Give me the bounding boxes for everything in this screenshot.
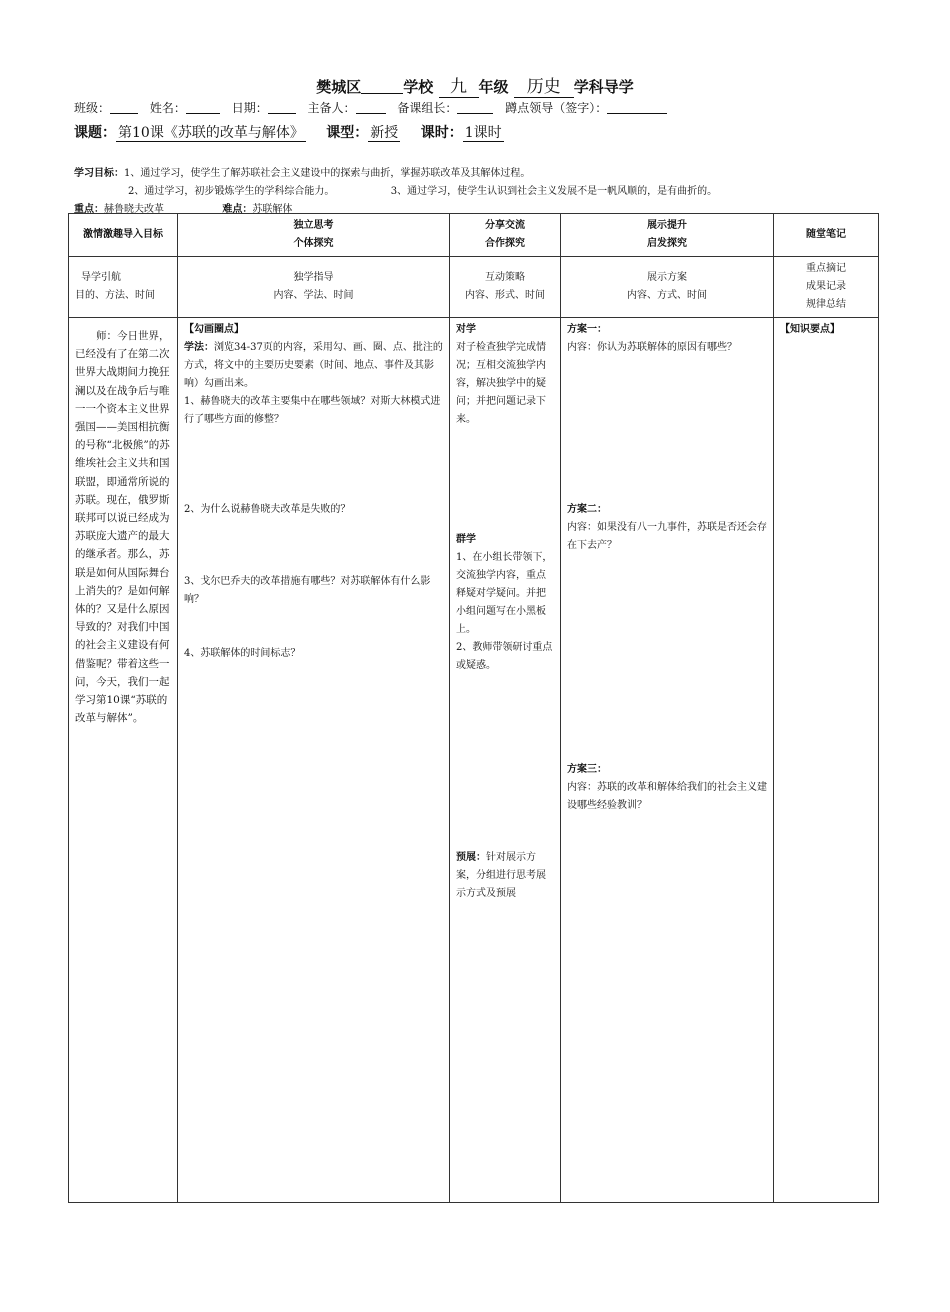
header-intro: 激情激趣导入目标: [69, 214, 178, 257]
sub-independent: 独学指导 内容、学法、时间: [178, 257, 450, 318]
supervisor-field: [607, 101, 667, 114]
sub-intro: 导学引航 目的、方法、时间: [69, 257, 178, 318]
plan2-text: 内容：如果没有八一九事件，苏联是否还会存在下去产？: [567, 522, 767, 551]
info-line: [74, 99, 950, 116]
intro-cell: [69, 318, 178, 1203]
plan2-label: 方案二：: [567, 504, 607, 515]
plan1-text: 内容：你认为苏联解体的原因有哪些？: [567, 342, 737, 353]
hours-label: 课时：: [420, 125, 463, 141]
date-label: 日期：: [231, 101, 268, 115]
study-cell: [178, 318, 450, 1203]
topic-line: [74, 122, 950, 142]
topic-label: 课题：: [74, 125, 116, 141]
table-header-row: [69, 214, 879, 257]
group-leader-field: [457, 101, 493, 114]
topic-value: 第10课《苏联的改革与解体》: [118, 125, 304, 141]
lesson-table: [68, 213, 879, 1203]
district: 樊城区: [316, 78, 362, 96]
study-q3: 3、戈尔巴乔夫的改革措施有哪些？对苏联解体有什么影响？: [184, 576, 431, 605]
sub-notes: 重点摘记 成果记录 规律总结: [774, 257, 879, 318]
study-q2: 2、为什么说赫鲁晓夫改革是失败的？: [184, 504, 351, 515]
key-value: 赫鲁晓夫改革: [104, 204, 164, 215]
header-share: 分享交流 合作探究: [450, 214, 561, 257]
study-q1: 1、赫鲁晓夫的改革主要集中在哪些领域？对斯大林模式进行了哪些方面的修整？: [184, 396, 441, 425]
plan-cell: [561, 318, 774, 1203]
sub-display: 展示方案 内容、方式、时间: [561, 257, 774, 318]
grade-value: 九: [439, 72, 479, 98]
supervisor-label: 蹲点领导（签字）：: [505, 101, 608, 115]
sub-share: 互动策略 内容、形式、时间: [450, 257, 561, 318]
header-notes: 随堂笔记: [774, 214, 879, 257]
date-field: [268, 101, 296, 114]
group-leader-label: 备课组长：: [397, 101, 458, 115]
pair-text: 对子检查独学完成情况；互相交流独学内容，解决独学中的疑问；并把问题记录下来。: [456, 342, 546, 425]
header-display: 展示提升 启发探究: [561, 214, 774, 257]
goal-line-1: [74, 164, 950, 179]
difficulty-label: 难点：: [222, 204, 253, 215]
study-title: 【勾画圈点】: [184, 324, 244, 335]
goal-2: 2、通过学习，初步锻炼学生的学科综合能力。: [128, 186, 335, 197]
title-suffix: 学科导学: [573, 78, 634, 96]
difficulty-value: 苏联解体: [252, 204, 293, 215]
class-field: [110, 101, 138, 114]
interact-cell: [450, 318, 561, 1203]
table-subheader-row: [69, 257, 879, 318]
group-text-1: 1、在小组长带领下，交流独学内容，重点释疑对学疑问。并把小组问题写在小黑板上。: [456, 552, 553, 635]
subject-value: 历史: [514, 72, 574, 98]
school-blank: [361, 79, 403, 94]
preview: 预展：针对展示方案，分组进行思考展示方式及预展: [456, 852, 546, 899]
pair-label: 对学: [456, 324, 476, 335]
goal-3: 3、通过学习，使学生认识到社会主义发展不是一帆风顺的，是有曲折的。: [390, 186, 718, 197]
plan1-label: 方案一：: [567, 324, 607, 335]
type-label: 课型：: [326, 125, 369, 141]
notes-title: 【知识要点】: [780, 324, 840, 335]
header-independent: 独立思考 个体探究: [178, 214, 450, 257]
study-method: 学法：浏览34-37页的内容，采用勾、画、圈、点、批注的方式，将文中的主要历史要素（时间、地点、事件及其影响）勾画出来。: [184, 342, 443, 389]
page-title: [0, 72, 950, 98]
type-value: 新授: [370, 125, 399, 141]
preparer-field: [356, 101, 386, 114]
name-label: 姓名：: [149, 101, 186, 115]
grade-label: 年级: [478, 78, 509, 96]
goal-1: 1、通过学习，使学生了解苏联社会主义建设中的探索与曲折，掌握苏联改革及其解体过程。: [124, 168, 531, 179]
group-text-2: 2、教师带领研讨重点或疑惑。: [456, 642, 553, 671]
preparer-label: 主备人：: [307, 101, 356, 115]
goal-label: 学习目标：: [74, 168, 124, 179]
plan3-label: 方案三：: [567, 764, 607, 775]
key-label: 重点：: [74, 204, 104, 215]
name-field: [186, 101, 220, 114]
goal-line-2: [128, 182, 950, 197]
study-q4: 4、苏联解体的时间标志？: [184, 648, 301, 659]
intro-text: 师：今日世界，已经没有了在第二次世界大战期间力挽狂澜以及在战争后与唯一一个资本主义世界强国——美国相抗衡的号称“北极熊”的苏维埃社会主义共和国联盟，即通常所说的苏联。现在，俄罗斯联邦可以说已经成为苏联庞大遗产的最大的继承者。那么，苏联是如何从国际舞台上消失的？是如何解体的？又是什么原因导致的？对我们中国的社会主义建设有何借鉴呢？带着这些一问，今天，我们一起学习第10课“苏联的改革与解体”。: [75, 330, 170, 725]
class-label: 班级：: [74, 101, 111, 115]
plan3-text: 内容：苏联的改革和解体给我们的社会主义建设哪些经验教训？: [567, 782, 767, 811]
table-body-row: [69, 318, 879, 1203]
school-label: 学校: [403, 78, 434, 96]
notes-cell: [774, 318, 879, 1203]
hours-value: 1课时: [464, 125, 502, 141]
group-label: 群学: [456, 534, 476, 545]
